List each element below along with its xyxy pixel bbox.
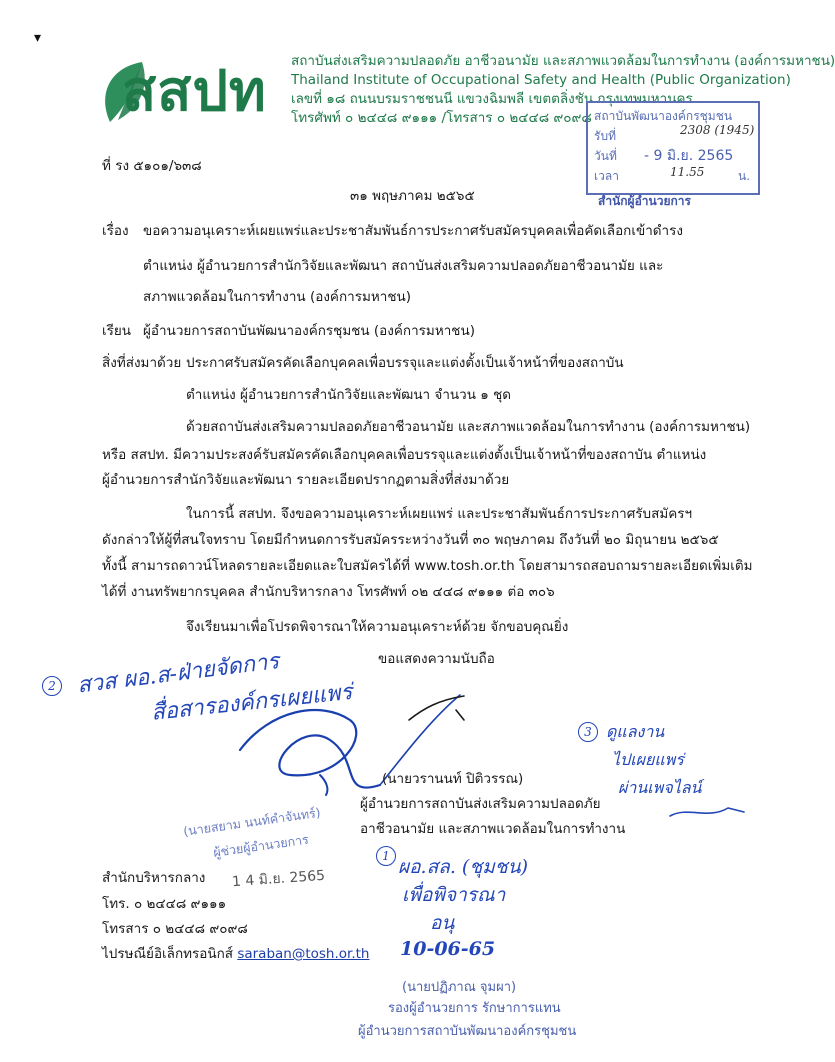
- note1-date: 10-06-65: [400, 938, 496, 960]
- logo-text: สสปท: [122, 59, 267, 124]
- note1-line-1: ผอ.สล. (ชุมชน): [398, 856, 529, 878]
- para2-line-4: ได้ที่ งานทรัพยากรบุคคล สำนักบริหารกลาง โทรศัพท์ ๐๒ ๔๔๘ ๙๑๑๑ ต่อ ๓๐๖: [102, 584, 555, 600]
- signer-name: (นายวรานนท์ ปิติวรรณ): [382, 771, 524, 787]
- contact-phone: โทร. ๐ ๒๔๔๘ ๙๑๑๑: [102, 896, 227, 912]
- initial-mark-icon: [404, 690, 474, 730]
- org-name-en: Thailand Institute of Occupational Safety and Health (Public Organization): [291, 72, 791, 88]
- signer-title-1: ผู้อำนวยการสถาบันส่งเสริมความปลอดภัย: [360, 796, 601, 812]
- enclosure-line-2: ตำแหน่ง ผู้อำนวยการสำนักวิจัยและพัฒนา จำนวน ๑ ชุด: [186, 387, 512, 403]
- contact-dept: สำนักบริหารกลาง: [102, 870, 206, 886]
- para2-line-3: ทั้งนี้ สามารถดาวน์โหลดรายละเอียดและใบสมัครได้ที่ www.tosh.or.th โดยสามารถสอบถามรายละเอียดเพิ่มเติม: [102, 558, 753, 574]
- note2-line-1: สวส ผอ.ส-ฝ่ายจัดการ: [75, 649, 281, 699]
- note1-line-3: อนุ: [430, 912, 455, 934]
- note3-number: 3: [578, 722, 598, 742]
- note3-line-2: ไปเผยแพร่: [612, 750, 684, 769]
- note1-line-2: เพื่อพิจารณา: [402, 884, 506, 906]
- para1-line-3: ผู้อำนวยการสำนักวิจัยและพัฒนา รายละเอียดปรากฏตามสิ่งที่ส่งมาด้วย: [102, 472, 510, 488]
- subject-line-2: ตำแหน่ง ผู้อำนวยการสำนักวิจัยและพัฒนา สถาบันส่งเสริมความปลอดภัยอาชีวอนามัย และ: [143, 258, 664, 274]
- ref-number: ที่ รง ๕๑๐๑/๖๓๘: [102, 158, 202, 174]
- closing-request: จึงเรียนมาเพื่อโปรดพิจารณาให้ความอนุเคราะห์ด้วย จักขอบคุณยิ่ง: [186, 619, 569, 635]
- assistant-stamp-title: ผู้ช่วยผู้อำนวยการ: [212, 831, 310, 860]
- stamp-time-value: 11.55: [670, 165, 705, 179]
- signer-title-2: อาชีวอนามัย และสภาพแวดล้อมในการทำงาน: [360, 821, 626, 837]
- stamp-no-value: 2308 (1945): [680, 123, 755, 137]
- org-name-th: สถาบันส่งเสริมความปลอดภัย อาชีวอนามัย และสภาพแวดล้อมในการทำงาน (องค์การมหาชน): [291, 53, 835, 69]
- letter-date: ๓๑ พฤษภาคม ๒๕๖๕: [350, 188, 475, 204]
- contact-email-link[interactable]: saraban@tosh.or.th: [237, 946, 370, 962]
- corner-mark: ▾: [34, 30, 42, 46]
- para1-line-1: ด้วยสถาบันส่งเสริมความปลอดภัยอาชีวอนามัย และสภาพแวดล้อมในการทำงาน (องค์การมหาชน): [186, 419, 751, 435]
- deputy-title-1: รองผู้อำนวยการ รักษาการแทน: [388, 1001, 561, 1016]
- receive-stamp: [586, 101, 760, 195]
- stamp-date-label: วันที่: [594, 149, 617, 163]
- closing-regards: ขอแสดงความนับถือ: [378, 651, 495, 667]
- org-address: เลขที่ ๑๘ ถนนบรมราชชนนี แขวงฉิมพลี เขตตลิ่งชัน กรุงเทพมหานคร: [291, 91, 693, 107]
- stamp-org: สถาบันพัฒนาองค์กรชุมชน: [594, 109, 733, 123]
- stamp-time-unit: น.: [738, 169, 751, 183]
- stamp-no-label: รับที่: [594, 129, 616, 143]
- contact-email-label: ไปรษณีย์อิเล็กทรอนิกส์: [102, 946, 234, 962]
- enclosure-line-1: ประกาศรับสมัครคัดเลือกบุคคลเพื่อบรรจุและแต่งตั้งเป็นเจ้าหน้าที่ของสถาบัน: [186, 355, 624, 371]
- stamp-office: สำนักผู้อำนวยการ: [598, 194, 691, 208]
- subject-label: เรื่อง: [102, 223, 129, 239]
- note3-line-1: ดูแลงาน: [606, 722, 665, 741]
- contact-fax: โทรสาร ๐ ๒๔๔๘ ๙๐๙๘: [102, 921, 248, 937]
- note1-number: 1: [376, 846, 396, 866]
- para2-line-1: ในการนี้ สสปท. จึงขอความอนุเคราะห์เผยแพร่ และประชาสัมพันธ์การประกาศรับสมัครฯ: [186, 506, 693, 522]
- deputy-name: (นายปฏิภาณ จุมผา): [402, 980, 517, 995]
- to-value: ผู้อำนวยการสถาบันพัฒนาองค์กรชุมชน (องค์การมหาชน): [143, 323, 475, 339]
- deputy-title-2: ผู้อำนวยการสถาบันพัฒนาองค์กรชุมชน: [358, 1024, 577, 1039]
- logo: [96, 56, 286, 126]
- note3-signature-icon: [668, 802, 748, 822]
- subject-line-3: สภาพแวดล้อมในการทำงาน (องค์การมหาชน): [143, 289, 411, 305]
- assistant-stamp-date: 1 4 มิ.ย. 2565: [231, 867, 326, 891]
- org-phone: โทรศัพท์ ๐ ๒๔๔๘ ๙๑๑๑ /โทรสาร ๐ ๒๔๔๘ ๙๐๙๘: [291, 110, 592, 126]
- note2-line-2: สื่อสารองค์กรเผยแพร่: [150, 679, 354, 726]
- assistant-stamp-name: (นายสยาม นนท์คำจันทร์): [182, 804, 322, 839]
- para1-line-2: หรือ สสปท. มีความประสงค์รับสมัครคัดเลือกบุคคลเพื่อบรรจุและแต่งตั้งเป็นเจ้าหน้าที่ของสถาบัน ตำแหน่ง: [102, 447, 707, 463]
- para2-line-2: ดังกล่าวให้ผู้ที่สนใจทราบ โดยมีกำหนดการรับสมัครระหว่างวันที่ ๓๐ พฤษภาคม ถึงวันที่ ๒๐ มิถุนายน ๒๕๖๕: [102, 532, 719, 548]
- note3-line-3: ผ่านเพจไลน์: [618, 778, 702, 797]
- subject-line-1: ขอความอนุเคราะห์เผยแพร่และประชาสัมพันธ์การประกาศรับสมัครบุคคลเพื่อคัดเลือกเข้าดำรง: [143, 223, 683, 239]
- note2-number: 2: [42, 676, 62, 696]
- to-label: เรียน: [102, 323, 132, 339]
- enclosure-label: สิ่งที่ส่งมาด้วย: [102, 355, 182, 371]
- stamp-time-label: เวลา: [594, 169, 619, 183]
- stamp-date-value: - 9 มิ.ย. 2565: [644, 148, 734, 164]
